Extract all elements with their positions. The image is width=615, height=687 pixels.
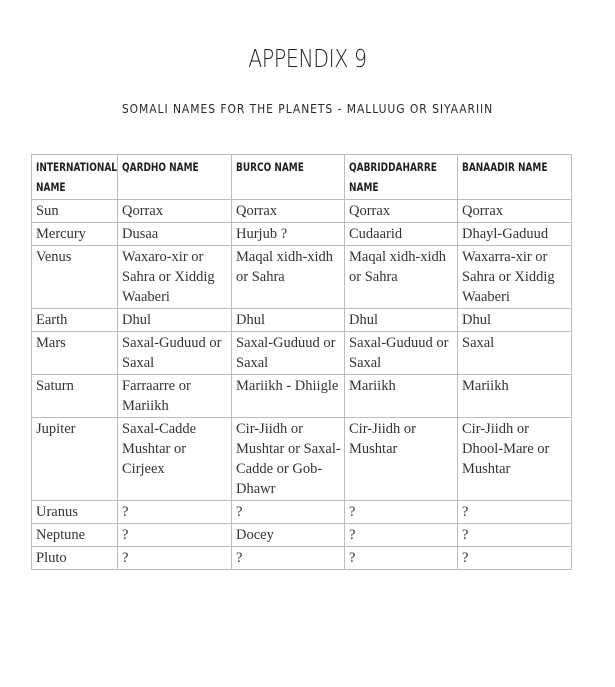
- table-cell: Farraarre or Mariikh: [118, 375, 232, 418]
- table-row: [32, 332, 572, 375]
- table-cell: Dhul: [345, 309, 458, 332]
- table-cell: Saxal: [458, 332, 572, 375]
- table-cell: ?: [118, 501, 232, 524]
- table-cell: Pluto: [32, 547, 118, 570]
- table-cell: Qorrax: [232, 200, 345, 223]
- table-cell: Jupiter: [32, 418, 118, 501]
- page-subtitle: SOMALI NAMES FOR THE PLANETS - MALLUUG OR SIYAARIIN: [121, 101, 494, 116]
- table-cell: Saturn: [32, 375, 118, 418]
- table-cell: Qorrax: [118, 200, 232, 223]
- table-row: [32, 547, 572, 570]
- table-cell: ?: [232, 501, 345, 524]
- table-cell: Saxal-Cadde Mushtar or Cirjeex: [118, 418, 232, 501]
- table-cell: Qorrax: [345, 200, 458, 223]
- table-cell: Mars: [32, 332, 118, 375]
- table-cell: Dhul: [232, 309, 345, 332]
- table-cell: Uranus: [32, 501, 118, 524]
- table-cell: Mariikh: [458, 375, 572, 418]
- table-cell: ?: [345, 547, 458, 570]
- table-cell: Neptune: [32, 524, 118, 547]
- planet-names-table: [31, 154, 572, 570]
- table-cell: Cudaarid: [345, 223, 458, 246]
- table-row: [32, 501, 572, 524]
- table-cell: Sun: [32, 200, 118, 223]
- table-cell: Mercury: [32, 223, 118, 246]
- table-cell: Waxaro-xir or Sahra or Xiddig Waaberi: [118, 246, 232, 309]
- table-row: [32, 309, 572, 332]
- table-row: [32, 524, 572, 547]
- table-cell: ?: [458, 501, 572, 524]
- table-row: [32, 418, 572, 501]
- table-cell: Qorrax: [458, 200, 572, 223]
- table-cell: Dhul: [458, 309, 572, 332]
- column-header-qabriddaharre: QABRIDDAHARRE NAME: [345, 155, 458, 200]
- table-cell: Cir-Jiidh or Mushtar or Saxal-Cadde or Gob-Dhawr: [232, 418, 345, 501]
- table-cell: ?: [458, 547, 572, 570]
- table-row: [32, 200, 572, 223]
- table-cell: Maqal xidh-xidh or Sahra: [232, 246, 345, 309]
- table-cell: Dhayl-Gaduud: [458, 223, 572, 246]
- table-cell: Dusaa: [118, 223, 232, 246]
- table-cell: Dhul: [118, 309, 232, 332]
- table-row: [32, 246, 572, 309]
- column-header-burco: BURCO NAME: [232, 155, 345, 200]
- table-cell: ?: [345, 501, 458, 524]
- table-cell: ?: [345, 524, 458, 547]
- page-title: APPENDIX 9: [248, 44, 367, 73]
- table-cell: Saxal-Guduud or Saxal: [118, 332, 232, 375]
- table-cell: Cir-Jiidh or Dhool-Mare or Mushtar: [458, 418, 572, 501]
- column-header-international: INTERNATIONAL NAME: [32, 155, 118, 200]
- table-cell: Mariikh: [345, 375, 458, 418]
- table-cell: Venus: [32, 246, 118, 309]
- table-cell: Waxarra-xir or Sahra or Xiddig Waaberi: [458, 246, 572, 309]
- table-cell: ?: [118, 524, 232, 547]
- table-cell: Maqal xidh-xidh or Sahra: [345, 246, 458, 309]
- table-cell: Saxal-Guduud or Saxal: [345, 332, 458, 375]
- column-header-banaadir: BANAADIR NAME: [458, 155, 572, 200]
- table-cell: Docey: [232, 524, 345, 547]
- table-cell: Cir-Jiidh or Mushtar: [345, 418, 458, 501]
- table-cell: Earth: [32, 309, 118, 332]
- table-cell: ?: [118, 547, 232, 570]
- table-header-row: [32, 155, 572, 200]
- table-cell: Mariikh - Dhiigle: [232, 375, 345, 418]
- table-cell: Hurjub ?: [232, 223, 345, 246]
- table-row: [32, 223, 572, 246]
- table-cell: Saxal-Guduud or Saxal: [232, 332, 345, 375]
- table-row: [32, 375, 572, 418]
- table-cell: ?: [458, 524, 572, 547]
- table-cell: ?: [232, 547, 345, 570]
- column-header-qardho: QARDHO NAME: [118, 155, 232, 200]
